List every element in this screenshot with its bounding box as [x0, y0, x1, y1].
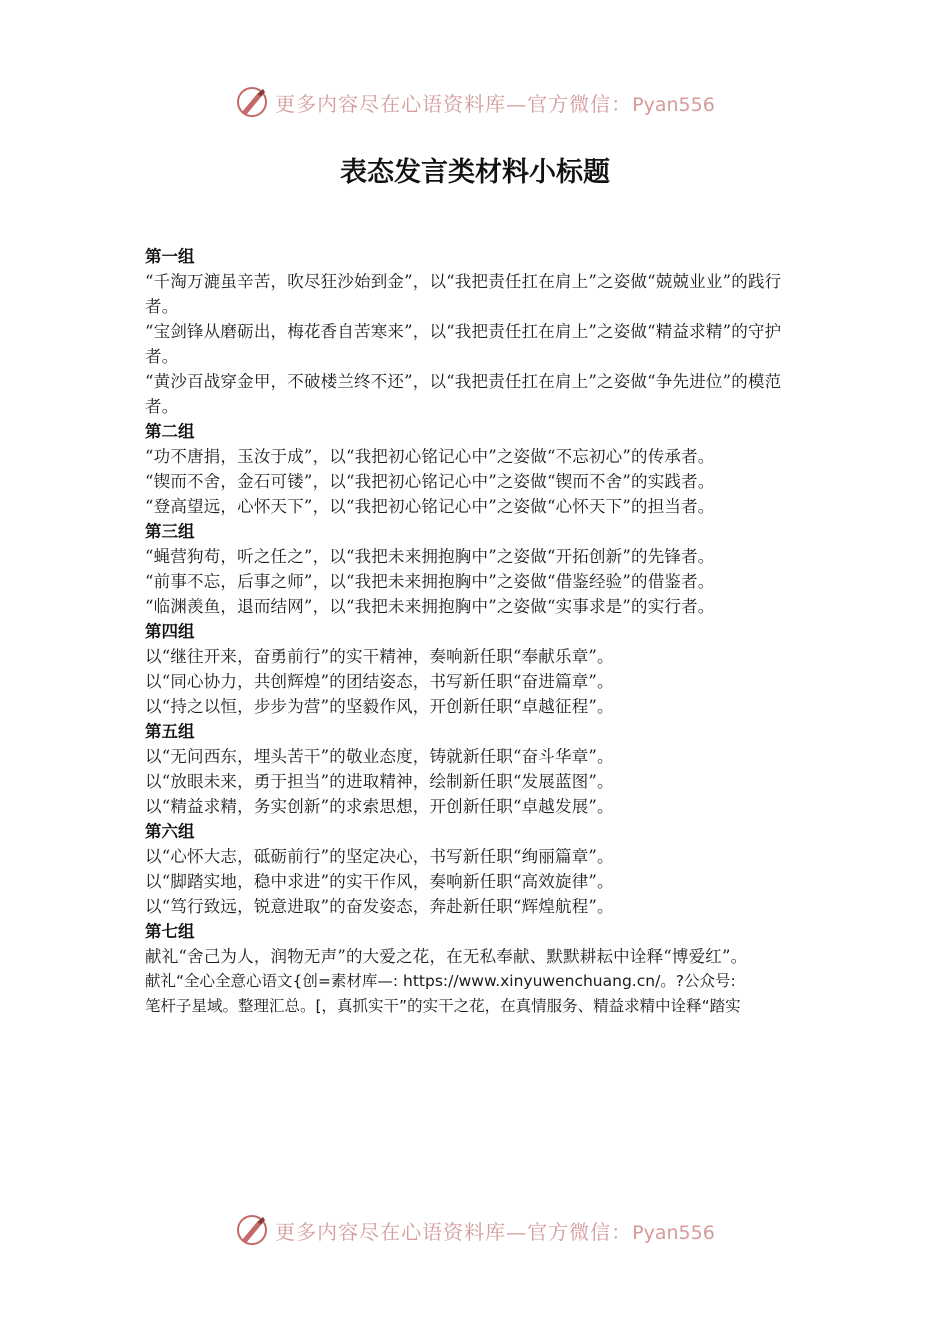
group-heading: 第一组 — [145, 247, 195, 266]
footer-banner-id: Pyan556 — [632, 1221, 715, 1244]
text-line: 以“持之以恒，步步为营”的坚毅作风，开创新任职“卓越征程”。 — [145, 697, 614, 716]
text-line-sans: 笔杆子星域。整理汇总。[，真抓实干”的实干之花，在真情服务、精益求精中诠释“踏实 — [145, 997, 741, 1015]
text-line: “宝剑锋从磨砺出，梅花香自苦寒来”，以“我把责任扛在肩上”之姿做“精益求精”的守护者。 — [145, 322, 782, 366]
group-heading: 第四组 — [145, 622, 195, 641]
text-line: “蝇营狗苟，听之任之”，以“我把未来拥抱胸中”之姿做“开拓创新”的先锋者。 — [145, 547, 715, 566]
text-line: 以“无问西东，埋头苦干”的敬业态度，铸就新任职“奋斗华章”。 — [145, 747, 614, 766]
pen-logo-icon — [235, 1213, 269, 1247]
text-line: 以“继往开来，奋勇前行”的实干精神，奏响新任职“奉献乐章”。 — [145, 647, 614, 666]
text-line: “前事不忘，后事之师”，以“我把未来拥抱胸中”之姿做“借鉴经验”的借鉴者。 — [145, 572, 715, 591]
group-heading: 第二组 — [145, 422, 195, 441]
document-title: 表态发言类材料小标题 — [340, 157, 610, 188]
text-line: 以“放眼未来，勇于担当”的进取精神，绘制新任职“发展蓝图”。 — [145, 772, 614, 791]
header-banner-text — [275, 88, 715, 117]
group-heading: 第五组 — [145, 722, 195, 741]
group-heading: 第七组 — [145, 922, 195, 941]
text-line: “登高望远，心怀天下”，以“我把初心铭记心中”之姿做“心怀天下”的担当者。 — [145, 497, 715, 516]
header-banner-cn: 更多内容尽在心语资料库—官方微信： — [275, 91, 633, 116]
text-line: 以“精益求精，务实创新”的求索思想，开创新任职“卓越发展”。 — [145, 797, 614, 816]
text-line: 以“同心协力，共创辉煌”的团结姿态，书写新任职“奋进篇章”。 — [145, 672, 614, 691]
pen-logo-icon — [235, 85, 269, 119]
footer-banner-cn: 更多内容尽在心语资料库—官方微信： — [275, 1219, 633, 1244]
text-line: 献礼“舍己为人，润物无声”的大爱之花，在无私奉献、默默耕耘中诠释“博爱红”。 — [145, 947, 748, 966]
text-line: 以“脚踏实地，稳中求进”的实干作风，奏响新任职“高效旋律”。 — [145, 872, 614, 891]
text-line: “黄沙百战穿金甲，不破楼兰终不还”，以“我把责任扛在肩上”之姿做“争先进位”的模范者。 — [145, 372, 782, 416]
text-line: 以“心怀大志，砥砺前行”的坚定决心，书写新任职“绚丽篇章”。 — [145, 847, 614, 866]
document-body — [145, 244, 810, 1019]
header-banner — [0, 82, 950, 122]
group-heading: 第六组 — [145, 822, 195, 841]
text-line: 以“笃行致远，锐意进取”的奋发姿态，奔赴新任职“辉煌航程”。 — [145, 897, 614, 916]
text-line: “临渊羡鱼，退而结网”，以“我把未来拥抱胸中”之姿做“实事求是”的实行者。 — [145, 597, 715, 616]
text-line: “锲而不舍，金石可镂”，以“我把初心铭记心中”之姿做“锲而不舍”的实践者。 — [145, 472, 715, 491]
footer-banner — [0, 1210, 950, 1250]
text-line: “功不唐捐，玉汝于成”，以“我把初心铭记心中”之姿做“不忘初心”的传承者。 — [145, 447, 715, 466]
group-heading: 第三组 — [145, 522, 195, 541]
text-line-sans: 献礼“全心全意心语文{创=素材库—: https://www.xinyuwenchuang.cn/。?公众号: — [145, 972, 736, 990]
text-line: “千淘万漉虽辛苦，吹尽狂沙始到金”，以“我把责任扛在肩上”之姿做“兢兢业业”的践行者。 — [145, 272, 782, 316]
header-banner-id: Pyan556 — [632, 93, 715, 116]
footer-banner-text — [275, 1216, 715, 1245]
